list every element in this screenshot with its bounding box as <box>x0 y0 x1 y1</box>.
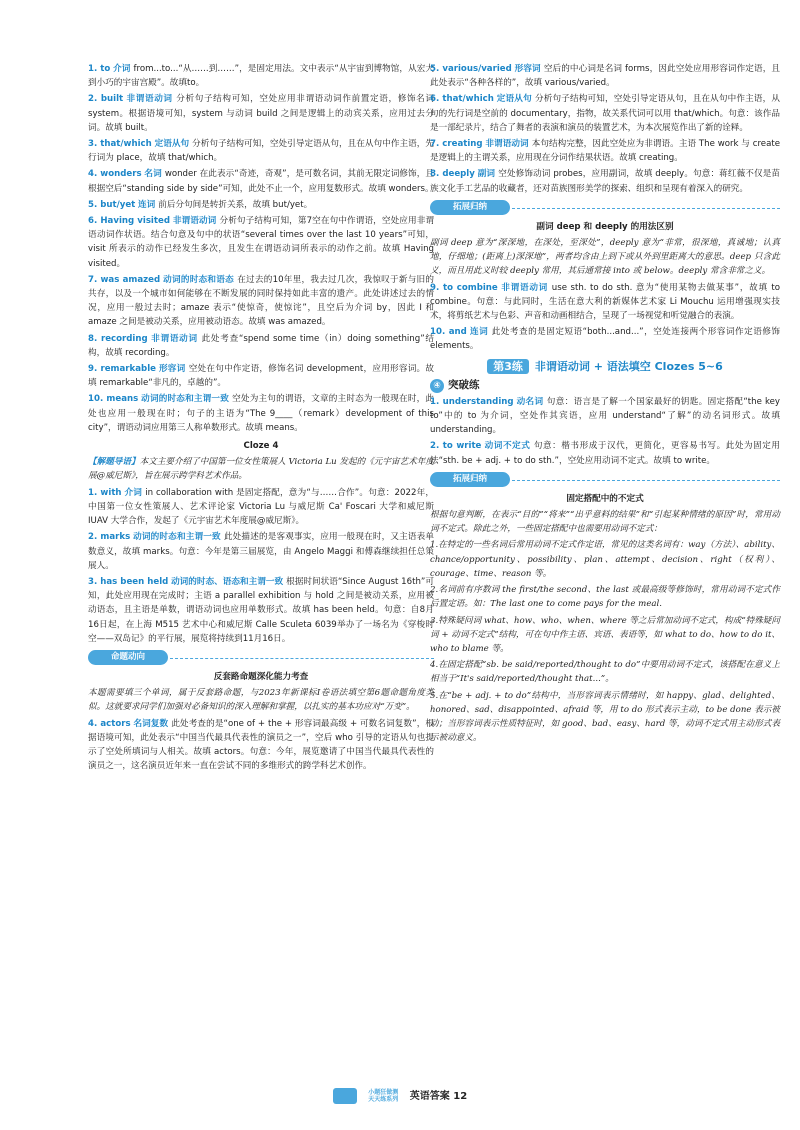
answer-item <box>430 325 780 353</box>
note-paragraph <box>430 689 780 746</box>
explanation-text: 本句结构完整，因此空处应为非谓语。主语 The work 与 create 是逻辑上的主谓关系，应用现在分词作结果状语。故填 creating。 <box>430 139 780 164</box>
answer-key: 9. remarkable <box>88 364 156 375</box>
grammar-tag: 非谓语动词 <box>501 282 552 293</box>
grammar-tag: 介词 <box>113 64 134 74</box>
answer-key: 3. that/which <box>88 139 152 150</box>
tag-label: 命题动向 <box>88 650 168 665</box>
grammar-tag: 非谓语动词 <box>485 139 532 150</box>
answer-key: 7. creating <box>430 139 483 150</box>
answer-item <box>88 392 434 435</box>
answer-key: 3. has been held <box>88 576 169 587</box>
answer-item <box>88 198 434 212</box>
grammar-tag: 动词的时态、语态和主谓一致 <box>171 576 287 587</box>
dashed-divider <box>512 480 780 481</box>
explanation-text: 分析句子结构可知，空处引导定语从句，且在从句中作主语，从句的先行词是空前的 documentary，指物，故关系代词可以用 that/which。句意：该作品是一部纪录片，结合了舞者的表演和演员的装置艺术，为本次展览作出了新的诠释。 <box>430 94 780 133</box>
answer-item <box>430 137 780 165</box>
tag-label: 拓展归纳 <box>430 472 510 487</box>
page-footer <box>0 1087 800 1104</box>
explanation-text: 空处修饰动词 probes，应用副词，故填 deeply。句意：蒋红薇不仅是苗族文化手工艺品的收藏者，还对苗族图形美学的探索、组织和呈现有着深入的研究。 <box>430 169 781 194</box>
grammar-tag: 副词 <box>477 169 499 180</box>
explanation-text: from...to...“从……到……”，是固定用法。文中表示“从宇宙到博物馆，从宏大到小巧的宇宙宫殿”。故填to。 <box>88 64 434 89</box>
tag-label: 拓展归纳 <box>430 200 510 215</box>
explanation-text: 分析句子结构可知，空处应用非谓语动词作前置定语，修饰名词 system。根据语境可知，system 与动词 build 之间是逻辑上的动宾关系，应用过去分词。故填 built。 <box>88 94 434 133</box>
note-text: 根据句意判断，在表示“目的”“将来”“出乎意料的结果”和“引起某种情绪的原因”时，常用动词不定式。除此之外，一些固定搭配中也需要用动词不定式： <box>430 510 780 535</box>
section-tag <box>430 470 780 488</box>
right-column <box>430 62 780 747</box>
breakthrough-icon: ④ <box>430 379 444 393</box>
grammar-tag: 非谓语动词 <box>151 333 202 344</box>
box-title: 固定搭配中的不定式 <box>566 493 644 504</box>
explanation-text: 根据时间状语“Since August 16th”可知，此处应用现在完成时；主语 a parallel exhibition 与 hold 之间是被动关系，应用被动语态，且主语是单数，谓语动词也应用单数形式。故填 has been held。句意：自8月16日起，在上海 M515 艺术中心和威尼斯 Calle Sculeta 6039举办了一场名为《穿梭时空——双岛记》的平行展，展览将持续到11月16日。 <box>88 576 434 644</box>
grammar-tag: 动词的时态和主谓一致 <box>133 532 224 543</box>
explanation-text: 在过去的10年里，我去过几次，我惊叹于新与旧的共存，以及一个城市如何能够在不断发展的同时保持如此丰富的遗产。此处讲述过去的情况，应用一般过去时；amaze 表示“使惊奇，使惊诧”，且空后为介词 by，因此 I 和 amaze 之间是被动关系，应用被动语态。故填 was amazed。 <box>88 274 435 328</box>
note-paragraph <box>430 658 780 686</box>
grammar-tag: 动词不定式 <box>484 441 534 452</box>
grammar-tag: 连词 <box>138 199 159 210</box>
practice-section-title <box>430 360 780 374</box>
dashed-divider <box>512 208 780 209</box>
answer-key: 5. but/yet <box>88 199 136 210</box>
grammar-tag: 定语从句 <box>154 139 193 150</box>
grammar-tag: 形容词 <box>158 364 189 375</box>
grammar-tag: 定语从句 <box>496 94 535 105</box>
answer-item <box>88 332 434 360</box>
answer-key: 6. Having visited <box>88 216 170 227</box>
answer-key: 2. built <box>88 94 124 105</box>
breakthrough-text: 突破练 <box>448 378 480 391</box>
grammar-tag: 介词 <box>124 487 146 498</box>
page-number: 12 <box>453 1091 468 1102</box>
grammar-tag: 动词的时态和语态 <box>163 274 238 285</box>
answer-item <box>88 717 434 774</box>
explanation-text: 句意：语言是了解一个国家最好的钥匙。固定搭配“the key to”中的 to 为介词，空处作其宾语，应用 understand“了解”的动名词形式。故填 understanding。 <box>430 396 780 436</box>
note-paragraph <box>430 614 780 657</box>
note-paragraph <box>430 538 780 581</box>
answer-item <box>88 575 434 646</box>
note-text: 本题需要填三个单词，属于反套路命题，与2023年新课标Ⅰ卷语法填空第6题命题角度类似。这就要求同学们加强对必备知识的深入理解和掌握，以扎实的基本功应对“万变”。 <box>88 688 434 713</box>
note-text: 1.在特定的一些名词后常用动词不定式作定语，常见的这类名词有：way（方法）、ability、chance/opportunity、possibility、plan、attempt、decision、right（权利）、courage、time、reason 等。 <box>430 540 780 579</box>
footer-brand: 英语答案 <box>409 1091 450 1102</box>
section-number: 第3练 <box>487 359 529 374</box>
answer-item <box>430 281 780 324</box>
explanation-text: 空后的中心词是名词 forms，因此空处应用形容词作定语，且此处表示“各种各样的”，故填 various/varied。 <box>430 64 780 89</box>
grammar-tag: 名词 <box>144 169 165 180</box>
dashed-divider <box>170 658 434 659</box>
grammar-tag: 非谓语动词 <box>126 94 177 105</box>
explanation-text: 分析句子结构可知，第7空在句中作谓语，空处应用非谓语动词作状语。结合句意及句中的状语“several times over the last 10 years”可知，visit 所表示的动作已经发生多次，且发生在谓语动词所表示的动作之前。故填 Having visited。 <box>88 216 435 269</box>
note-text: 3.特殊疑问词 what、how、who、when、where 等之后常加动词不定式，构成“特殊疑问词 + 动词不定式”结构，可在句中作主语、宾语、表语等，如 what to do、how to do it、who to blame 等。 <box>430 615 780 654</box>
breakthrough-heading <box>430 378 780 393</box>
section-text: 非谓语动词 + 语法填空 Clozes 5~6 <box>534 359 723 373</box>
answer-key: 7. was amazed <box>88 274 161 285</box>
grammar-tag: 名词复数 <box>133 718 172 729</box>
explanation-text: 此处考查的是“one of + the + 形容词最高级 + 可数名词复数”，根据语境可知，此处表示“中国当代最具代表性的演员之一”，空后 who 引导的定语从句也提示了空处所填词与人相关。故填 actors。句意：今年，展览邀请了中国当代最具代表性的演员之一，这名演员近年来一直在尝试不同的多维形式的跨学科艺术创作。 <box>88 718 435 772</box>
note-text: 4.在固定搭配“sb. be said/reported/thought to do”中要用动词不定式，该搭配在意义上相当于“It's said/reported/thought that...”。 <box>430 660 780 685</box>
explanation-text: 句意：楷书形成于汉代，更简化，更容易书写。此处为固定用法“sth. be + adj. + to do sth.”，空处应用动词不定式。故填 to write。 <box>430 441 780 466</box>
note-text: 本文主要介绍了中国第一位女性策展人 Victoria Lu 发起的《元宇宙艺术年度展@威尼斯》，旨在展示跨学科艺术作品。 <box>88 457 434 482</box>
box-title: 反套路命题深化能力考查 <box>213 671 309 682</box>
answer-key: 1. understanding <box>430 396 514 407</box>
answer-key: 1. with <box>88 487 122 498</box>
answer-key: 6. that/which <box>430 94 494 105</box>
answer-item <box>88 92 434 135</box>
answer-key: 4. actors <box>88 718 131 729</box>
passage-title: Cloze 4 <box>243 441 279 452</box>
answer-key: 9. to combine <box>430 282 498 293</box>
answer-key: 2. marks <box>88 532 131 543</box>
brand-logo-icon <box>333 1088 357 1104</box>
section-tag <box>430 198 780 216</box>
explanation-text: 分析句子结构可知，空处引导定语从句，且在从句中作主语，先行词为 place，故填 that/which。 <box>88 139 434 164</box>
section-tag <box>88 648 434 666</box>
explanation-text: use sth. to do sth. 意为“使用某物去做某事”，故填 to combine。句意：与此同时，生活在意大利的新媒体艺术家 Li Mouchu 运用增强现实技术，将剪纸艺术与色彩、声音和动画相结合，呈现了一场视觉和听觉融合的表演。 <box>430 282 780 322</box>
answer-item <box>88 167 434 195</box>
answer-key: 4. wonders <box>88 169 142 180</box>
answer-item <box>430 395 780 438</box>
note-text: 2.名词前有序数词 the first/the second、the last 或最高级等修饰时，常用动词不定式作后置定语。如：The last one to come pays for the meal. <box>430 585 780 610</box>
note-paragraph <box>88 455 434 483</box>
note-text: 副词 deep 意为“深深地，在深处，至深处”，deeply 意为“非常，很深地，真诚地；认真地，仔细地；(距离上)深深地”，两者均含由上到下或从外到里距离大的意思。deep 只含此义，而且用此义时较 deeply 常用，其后通常接 into 或 below。deeply 常含非常之义。 <box>430 238 780 277</box>
answer-item <box>88 137 434 165</box>
note-text: 5.在“be + adj. + to do”结构中，当形容词表示情绪时，如 happy、glad、delighted、honored、sad、disappointed、afraid 等，用 to do 形式表示主动，to be done 表示被动；当形容词表示性质特征时，如 good、bad、easy、hard 等，动词不定式用主动形式表示被动意义。 <box>430 690 780 744</box>
note-label: 【解题导语】 <box>88 457 140 468</box>
answer-key: 1. to <box>88 64 111 74</box>
explanation-text: 此处考查“spend some time（in）doing something”结构，故填 recording。 <box>88 333 434 358</box>
answer-key: 8. recording <box>88 333 148 344</box>
answer-item <box>88 486 434 529</box>
answer-item <box>88 62 434 90</box>
grammar-tag: 动名词 <box>516 396 547 407</box>
explanation-text: wonder 在此表示“奇迹，奇观”，是可数名词，其前无限定词修饰，且根据空后“standing side by side”可知，此处不止一个，应用复数形式。故填 wonders。 <box>88 169 434 194</box>
answer-item <box>430 92 780 135</box>
explanation-text: 此处描述的是客观事实，应用一般现在时，又主语表单数意义，故填 marks。句意：今年是第三届展览，由 Angelo Maggi 和傅森继续担任总策展人。 <box>88 532 434 571</box>
left-column <box>88 62 434 775</box>
explanation-text: 空处为主句的谓语，文章的主时态为一般现在时，此处也应用一般现在时；句子的主语为“The 9____（remark）development of this city”，谓语动词应用第三人称单数形式。故填 means。 <box>88 394 434 433</box>
grammar-tag: 动词的时态和主谓一致 <box>141 394 233 405</box>
note-paragraph <box>430 236 780 279</box>
answer-key: 10. and <box>430 327 467 338</box>
footer-subtitle: 小题狂做测 天天练系列 <box>368 1089 399 1103</box>
answer-key: 5. various/varied <box>430 64 512 74</box>
grammar-tag: 非谓语动词 <box>172 216 220 227</box>
explanation-text: 空处在句中作定语，修饰名词 development，应用形容词。故填 remarkable“非凡的，卓越的”。 <box>88 364 434 389</box>
answer-item <box>88 362 434 390</box>
box-title: 副词 deep 和 deeply 的用法区别 <box>536 221 674 232</box>
answer-key: 10. means <box>88 394 139 405</box>
grammar-tag: 形容词 <box>514 64 544 74</box>
explanation-text: 前后分句间是转折关系，故填 but/yet。 <box>158 199 313 210</box>
note-paragraph <box>88 686 434 714</box>
answer-item <box>88 273 434 330</box>
answer-item <box>88 214 434 271</box>
explanation-text: 此处考查的是固定短语“both...and...”，空处连接两个形容词作定语修饰 elements。 <box>430 327 781 352</box>
answer-item <box>430 439 780 467</box>
note-paragraph <box>430 508 780 536</box>
grammar-tag: 连词 <box>470 327 492 338</box>
answer-key: 8. deeply <box>430 169 475 180</box>
answer-item <box>430 167 780 195</box>
explanation-text: in collaboration with 是固定搭配，意为“与……合作”。句意：2022年，中国第一位女性策展人、艺术评论家 Victoria Lu 与威尼斯 Ca' Foscari 大学和威尼斯 IUAV 大学合作，发起了《元宇宙艺术年度展@威尼斯》。 <box>88 487 434 527</box>
answer-item <box>430 62 780 90</box>
note-paragraph <box>430 583 780 611</box>
answer-item <box>88 530 434 573</box>
answer-key: 2. to write <box>430 441 482 452</box>
